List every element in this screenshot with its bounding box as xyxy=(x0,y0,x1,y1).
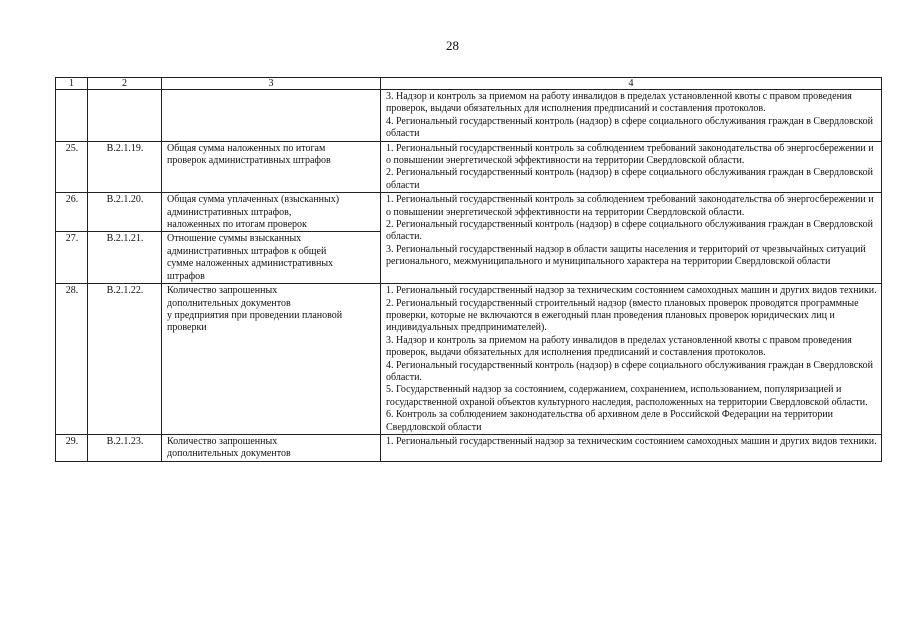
control-types xyxy=(381,90,882,142)
indicator-code: B.2.1.23. xyxy=(88,434,162,461)
control-item: 6. Контроль за соблюдением законодательства об архивном деле в Российской Федерации на территории Свердловской области xyxy=(386,409,833,433)
control-types xyxy=(381,284,882,435)
indicators-table xyxy=(55,77,882,462)
row-number: 29. xyxy=(56,434,88,461)
indicator-name xyxy=(162,90,381,142)
control-item: 2. Региональный государственный контроль (надзор) в сфере социального обслуживания граждан в Свердловской области xyxy=(386,167,873,191)
control-item: 3. Надзор и контроль за приемом на работу инвалидов в пределах установленной квоты с правом проведения проверок, выдачи обязательных для исполнения предписаний и составления протоколов. xyxy=(386,91,852,115)
control-item: 1. Региональный государственный надзор за техническим состоянием самоходных машин и других видов техники. xyxy=(386,435,877,447)
header-cell-2: 2 xyxy=(88,78,162,90)
control-item: 1. Региональный государственный контроль за соблюдением требований законодательства об энергосбережении и о повышении энергетической эффективности на территории Свердловской области. xyxy=(386,142,874,167)
table-row xyxy=(56,141,882,193)
control-item: 3. Региональный государственный надзор в области защиты населения и территорий от чрезвычайных ситуаций регионального, межмуниципального и муниципального характера на территории Свердловской области xyxy=(386,243,866,268)
indicator-name xyxy=(162,232,381,284)
indicator-line: сумме наложенных административных xyxy=(167,258,334,270)
control-item: 2. Региональный государственный строительный надзор (вместо плановых проверок проводятся программные проверки, которые не включаются в ежегодный план проведения плановых проверок юридических лиц и индивидуальных предпринимателей). xyxy=(386,297,859,334)
row-number: 27. xyxy=(56,232,88,284)
indicator-line: наложенных по итогам проверок xyxy=(167,219,307,231)
header-cell-1: 1 xyxy=(56,78,88,90)
indicator-line: штрафов xyxy=(167,270,205,282)
control-item: 2. Региональный государственный контроль (надзор) в сфере социального обслуживания граждан в Свердловской области. xyxy=(386,219,873,243)
indicator-line: Общая сумма наложенных по итогам xyxy=(167,142,326,154)
control-types xyxy=(381,193,882,284)
indicator-line: Количество запрошенных xyxy=(167,435,278,447)
header-cell-3: 3 xyxy=(162,78,381,90)
control-item: 4. Региональный государственный контроль (надзор) в сфере социального обслуживания граждан в Свердловской области. xyxy=(386,359,873,383)
table-row xyxy=(56,193,882,232)
table-row xyxy=(56,90,882,142)
table-row xyxy=(56,434,882,461)
indicator-name xyxy=(162,193,381,232)
header-cell-4: 4 xyxy=(381,78,882,90)
page-number: 28 xyxy=(446,38,459,53)
control-item: 1. Региональный государственный контроль за соблюдением требований законодательства об энергосбережении и о повышении энергетической эффективности на территории Свердловской области. xyxy=(386,194,874,218)
indicator-line: дополнительных документов xyxy=(167,297,291,309)
table-row xyxy=(56,284,882,435)
indicator-line: у предприятия при проведении плановой xyxy=(167,309,343,321)
indicator-line: дополнительных документов xyxy=(167,448,291,460)
control-item: 5. Государственный надзор за состоянием, содержанием, сохранением, использованием, популяризацией и государственной охраной объектов культурного наследия, расположенных на территории Свердловской области. xyxy=(386,384,868,408)
indicator-code: B.2.1.22. xyxy=(88,284,162,435)
indicator-line: Общая сумма уплаченных (взысканных) xyxy=(167,194,340,206)
control-item: 1. Региональный государственный надзор за техническим состоянием самоходных машин и других видов техники. xyxy=(386,285,877,297)
indicator-code: B.2.1.21. xyxy=(88,232,162,284)
control-item: 4. Региональный государственный контроль (надзор) в сфере социального обслуживания граждан в Свердловской области xyxy=(386,115,873,140)
row-number: 26. xyxy=(56,193,88,232)
indicator-code xyxy=(88,90,162,142)
indicator-line: проверок административных штрафов xyxy=(167,155,331,167)
row-number: 25. xyxy=(56,141,88,193)
indicator-name xyxy=(162,141,381,193)
table-header-row xyxy=(56,78,882,90)
indicator-code: B.2.1.19. xyxy=(88,141,162,193)
indicator-code: B.2.1.20. xyxy=(88,193,162,232)
indicator-name xyxy=(162,434,381,461)
row-number: 28. xyxy=(56,284,88,435)
control-types xyxy=(381,434,882,461)
control-item: 3. Надзор и контроль за приемом на работу инвалидов в пределах установленной квоты с правом проведения проверок, выдачи обязательных для исполнения предписаний и составления протоколов. xyxy=(386,334,852,359)
indicator-line: Количество запрошенных xyxy=(167,285,278,297)
indicator-line: проверки xyxy=(167,322,207,334)
indicator-line: административных штрафов, xyxy=(167,206,292,218)
indicator-line: Отношение суммы взысканных xyxy=(167,233,302,245)
row-number xyxy=(56,90,88,142)
control-types xyxy=(381,141,882,193)
indicator-line: административных штрафов к общей xyxy=(167,245,327,257)
indicator-name xyxy=(162,284,381,435)
